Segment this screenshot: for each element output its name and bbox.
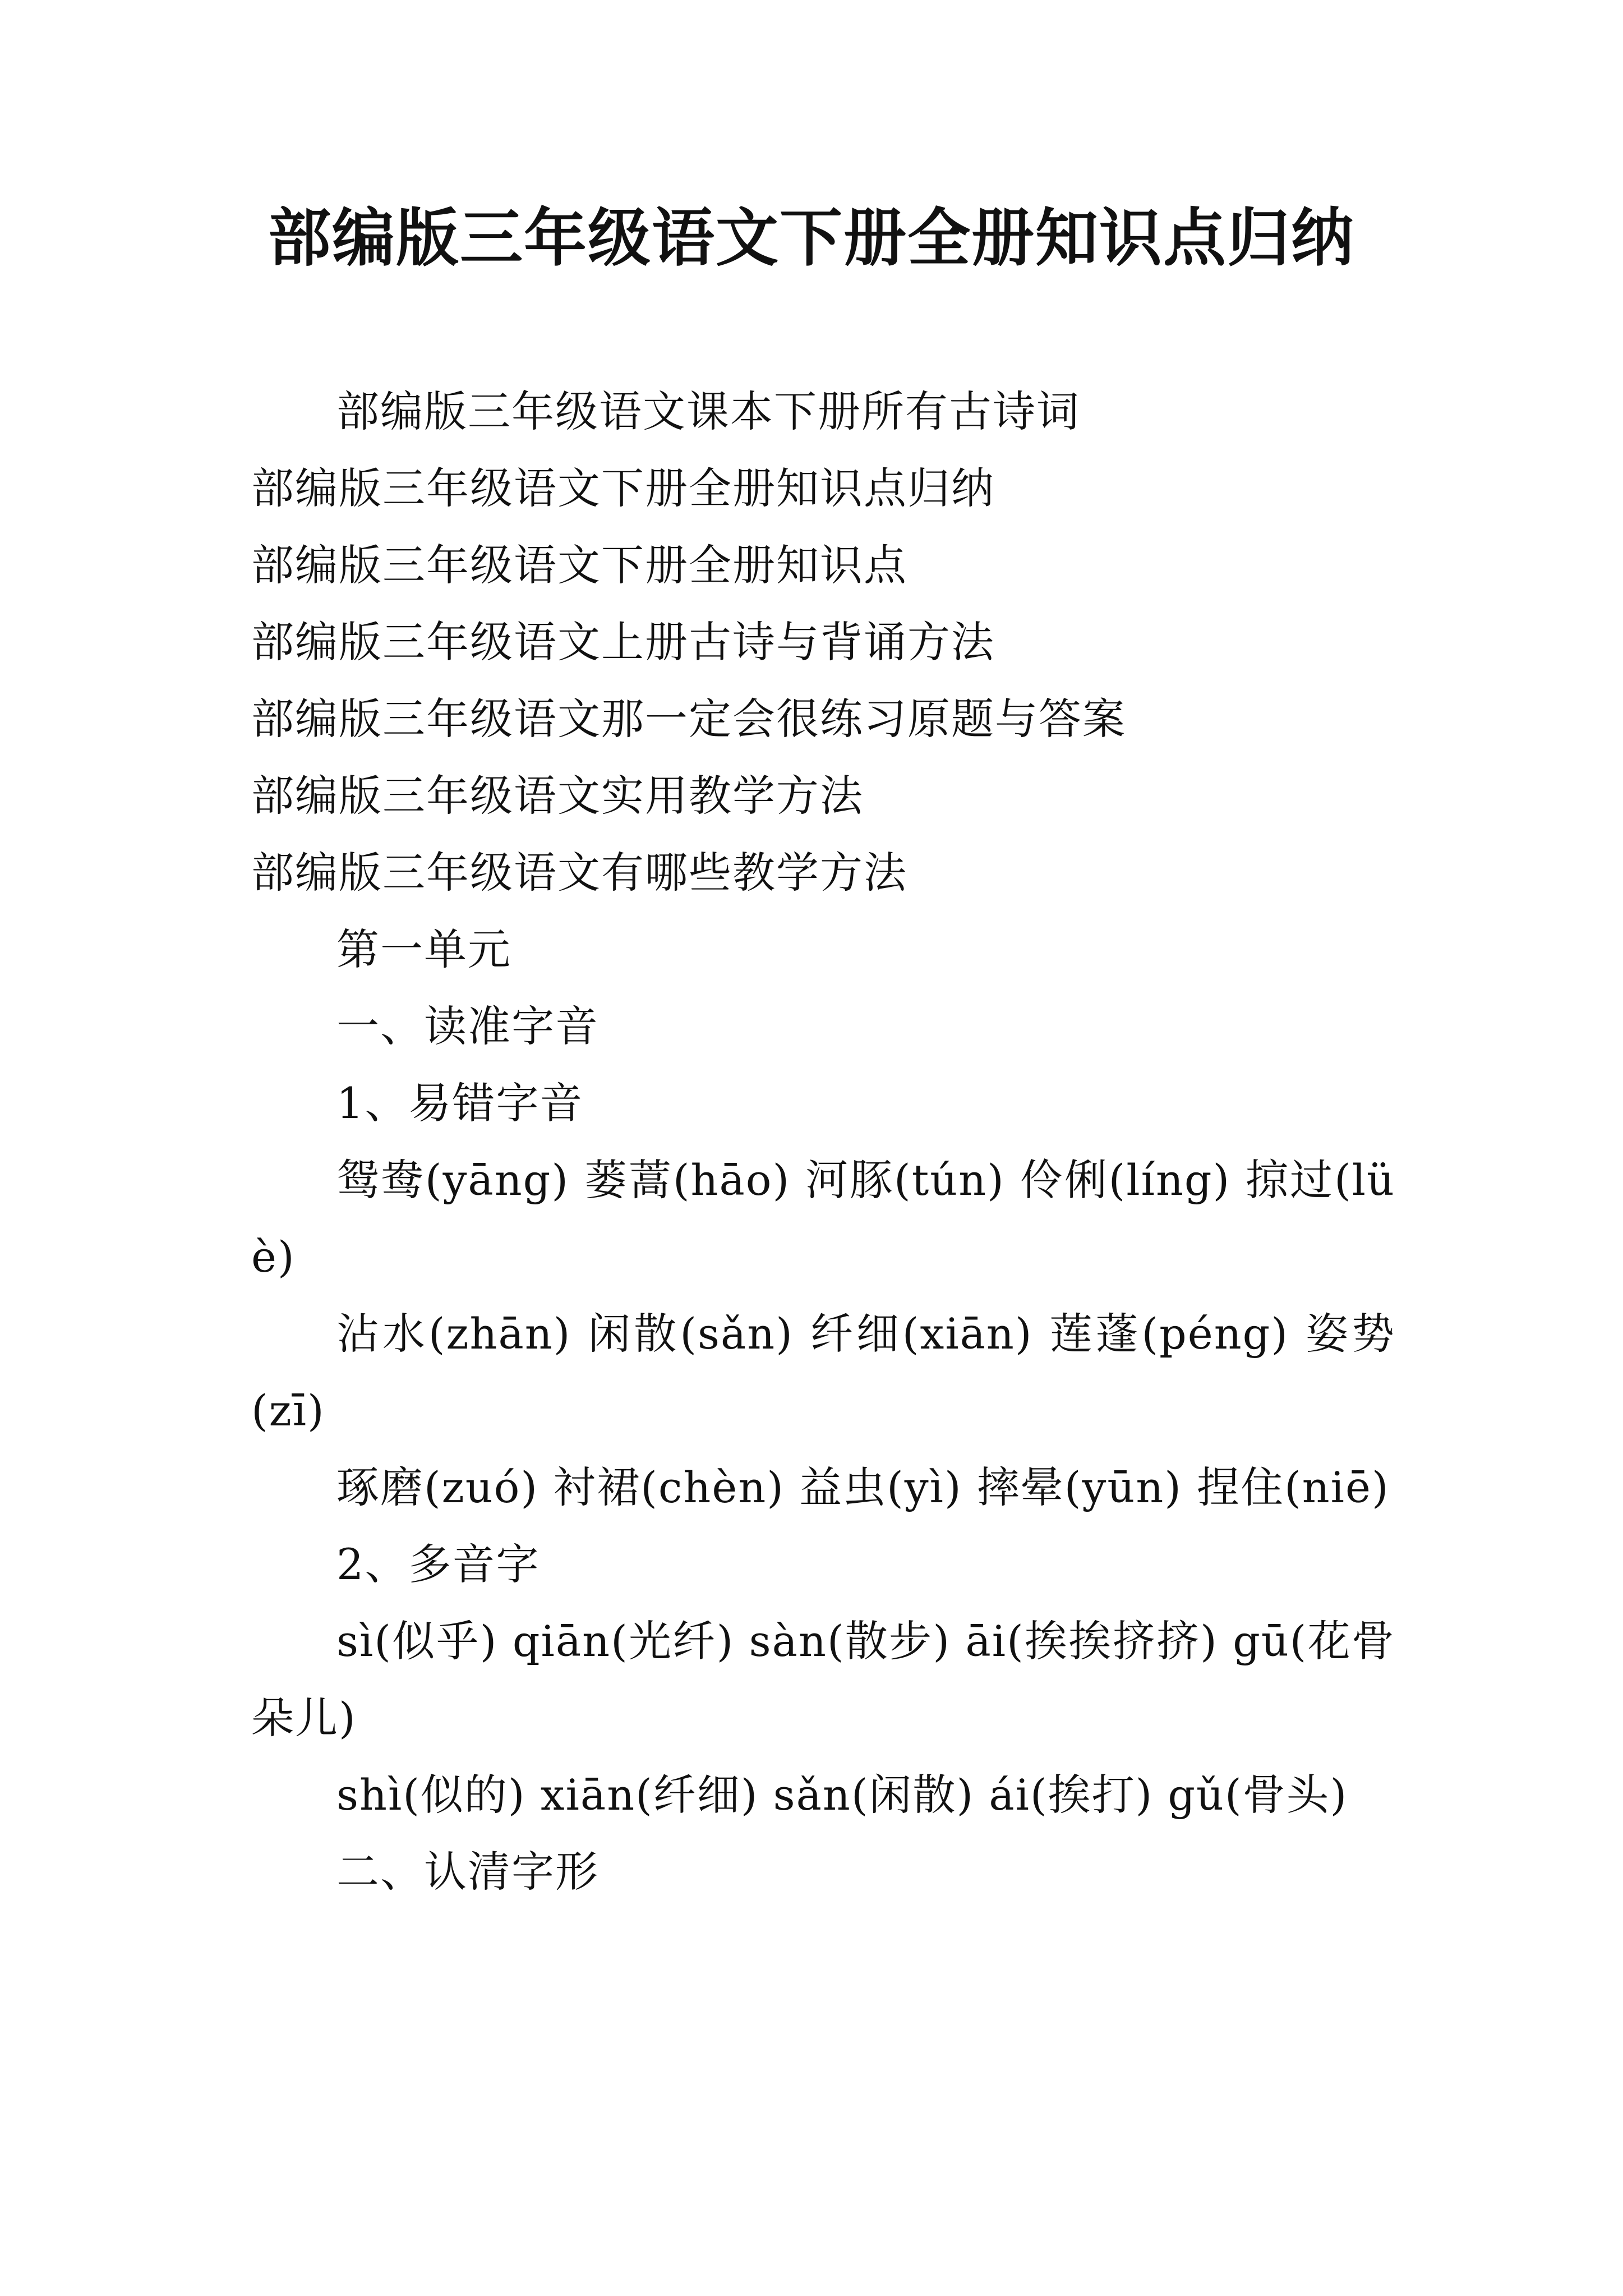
polyphone-paragraph: sì(似乎) qiān(光纤) sàn(散步) āi(挨挨挤挤) gū(花骨朵儿): [251, 1616, 1395, 1743]
section-heading: 第一单元: [336, 924, 511, 974]
paragraph: 部编版三年级语文下册全册知识点归纳: [251, 463, 995, 513]
subsection-heading: 2、多音字: [336, 1539, 540, 1589]
subsection-heading: 1、易错字音: [336, 1078, 584, 1128]
document-body: [251, 373, 1395, 1910]
subsection-heading: 一、读准字音: [336, 1001, 599, 1051]
pinyin-paragraph: 琢磨(zuó) 衬裙(chèn) 益虫(yì) 摔晕(yūn) 捏住(niē): [336, 1462, 1390, 1512]
pinyin-paragraph: 鸳鸯(yāng) 蒌蒿(hāo) 河豚(tún) 伶俐(líng) 掠过(lüè): [251, 1155, 1395, 1282]
paragraph: 部编版三年级语文有哪些教学方法: [251, 848, 907, 898]
polyphone-paragraph: shì(似的) xiān(纤细) sǎn(闲散) ái(挨打) gǔ(骨头): [336, 1770, 1348, 1820]
paragraph: 部编版三年级语文课本下册所有古诗词: [336, 386, 1080, 436]
document-title: 部编版三年级语文下册全册知识点归纳: [268, 201, 1355, 275]
subsection-heading: 二、认清字形: [336, 1847, 599, 1897]
paragraph: 部编版三年级语文上册古诗与背诵方法: [251, 617, 995, 667]
paragraph: 部编版三年级语文实用教学方法: [251, 771, 864, 821]
pinyin-paragraph: 沾水(zhān) 闲散(sǎn) 纤细(xiān) 莲蓬(péng) 姿势(zī): [251, 1309, 1395, 1435]
paragraph: 部编版三年级语文那一定会很练习原题与答案: [251, 694, 1126, 744]
paragraph: 部编版三年级语文下册全册知识点: [251, 540, 907, 590]
